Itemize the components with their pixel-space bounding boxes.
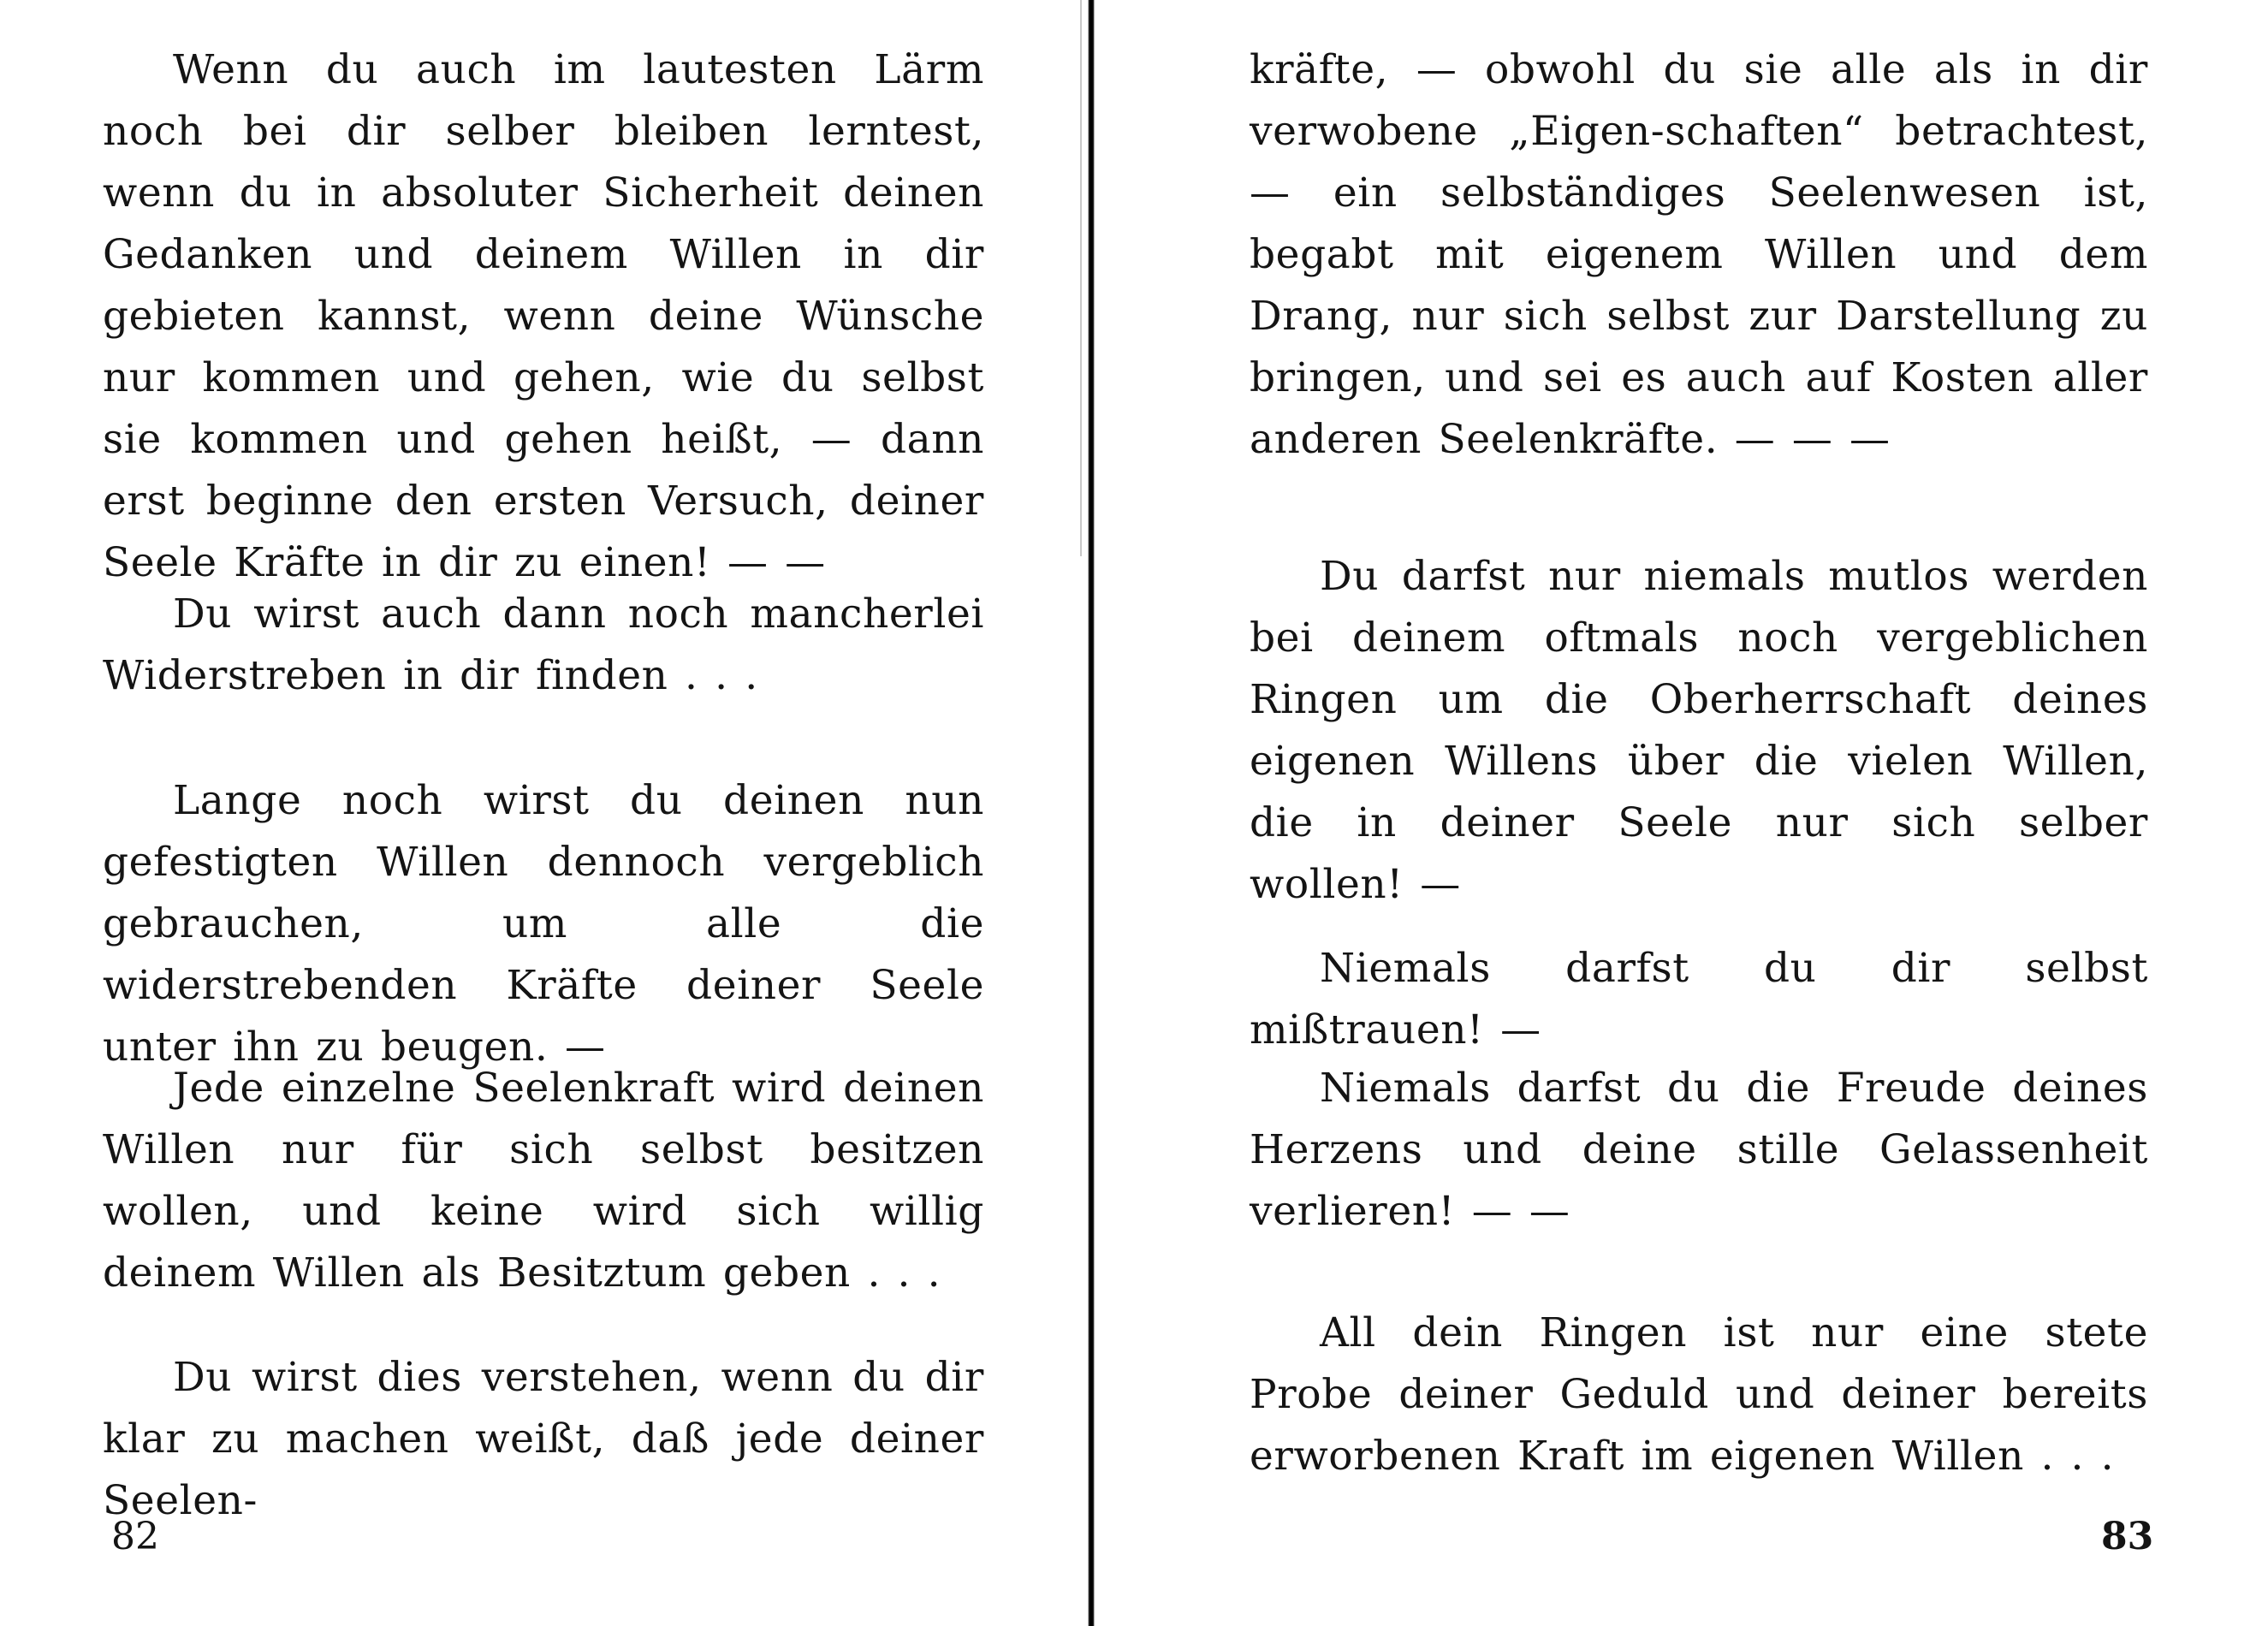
right-paragraph-4: Niemals darfst du die Freude deines Herzens und deine stille Gelassenheit verlieren! — —: [1250, 1065, 2148, 1235]
right-paragraph-5: All dein Ringen ist nur eine stete Probe deiner Geduld und deiner bereits erworbenen Kraft im eigenen Willen . . .: [1250, 1309, 2148, 1480]
right-paragraph-1: kräfte, — obwohl du sie alle als in dir verwobene „Eigen-schaften“ betrachtest, — ein selbständiges Seelenwesen ist, begabt mit eigenem Willen und dem Drang, nur sich selbst zur Darstellung zu bringen, und sei es auch auf Kosten aller anderen Seelenkräfte. — — —: [1250, 46, 2148, 463]
left-paragraph-2: Du wirst auch dann noch mancherlei Widerstreben in dir finden . . .: [103, 590, 984, 699]
right-paragraph-2: Du darfst nur niemals mutlos werden bei deinem oftmals noch vergeblichen Ringen um die Oberherrschaft deines eigenen Willens über die vielen Willen, die in deiner Seele nur sich selber wollen! —: [1250, 553, 2148, 908]
page-number-right: 83: [2101, 1515, 2154, 1558]
left-paragraph-1: Wenn du auch im lautesten Lärm noch bei dir selber bleiben lerntest, wenn du in absoluter Sicherheit deinen Gedanken und deinem Willen in dir gebieten kannst, wenn deine Wünsche nur kommen und gehen, wie du selbst sie kommen und gehen heißt, — dann erst beginne den ersten Versuch, deiner Seele Kräfte in dir zu einen! — —: [103, 46, 984, 586]
page-number-left: 82: [111, 1515, 159, 1558]
right-paragraph-3: Niemals darfst du dir selbst mißtrauen! —: [1250, 945, 2148, 1053]
left-paragraph-5: Du wirst dies verstehen, wenn du dir klar zu machen weißt, daß jede deiner Seelen-: [103, 1354, 984, 1524]
left-paragraph-4: Jede einzelne Seelenkraft wird deinen Willen nur für sich selbst besitzen wollen, und keine wird sich willig deinem Willen als Besitztum geben . . .: [103, 1065, 984, 1297]
left-paragraph-3: Lange noch wirst du deinen nun gefestigten Willen dennoch vergeblich gebrauchen, um alle die widerstrebenden Kräfte deiner Seele unter ihn zu beugen. —: [103, 777, 984, 1071]
